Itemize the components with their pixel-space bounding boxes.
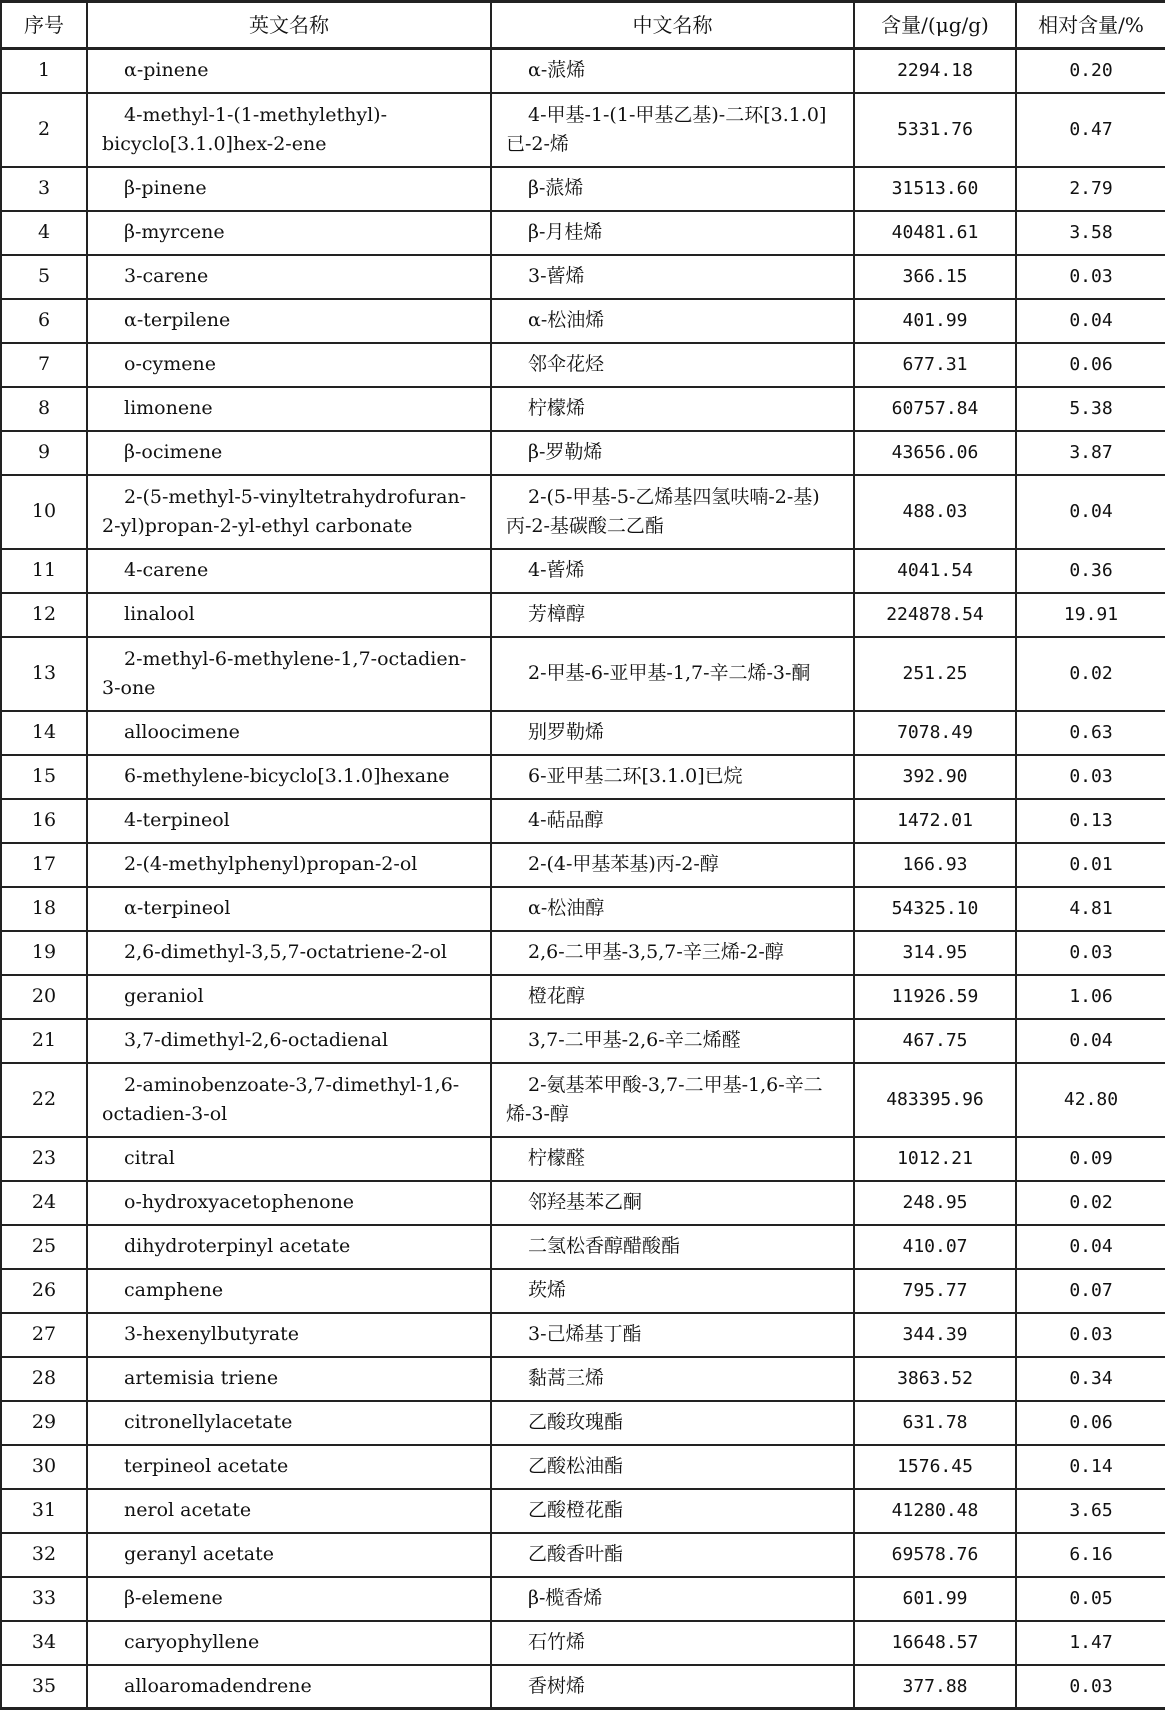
row-index: 20 — [1, 975, 87, 1019]
row-relative-content: 0.13 — [1016, 799, 1165, 843]
table-row — [1, 1621, 1165, 1665]
row-content: 31513.60 — [854, 167, 1016, 211]
table-row — [1, 1533, 1165, 1577]
row-english-name: 3-hexenylbutyrate — [87, 1313, 491, 1357]
row-index: 9 — [1, 431, 87, 475]
row-relative-content: 0.63 — [1016, 711, 1165, 755]
row-content: 601.99 — [854, 1577, 1016, 1621]
row-relative-content: 0.07 — [1016, 1269, 1165, 1313]
table-row — [1, 549, 1165, 593]
row-content: 314.95 — [854, 931, 1016, 975]
row-relative-content: 0.47 — [1016, 93, 1165, 167]
header-content: 含量/(μg/g) — [854, 2, 1016, 49]
row-relative-content: 0.03 — [1016, 1313, 1165, 1357]
row-english-name: 3,7-dimethyl-2,6-octadienal — [87, 1019, 491, 1063]
row-english-name: linalool — [87, 593, 491, 637]
table-row — [1, 843, 1165, 887]
row-english-name: alloocimene — [87, 711, 491, 755]
row-index: 31 — [1, 1489, 87, 1533]
row-index: 22 — [1, 1063, 87, 1137]
row-english-name: 6-methylene-bicyclo[3.1.0]hexane — [87, 755, 491, 799]
row-relative-content: 0.03 — [1016, 255, 1165, 299]
row-english-name: α-terpineol — [87, 887, 491, 931]
row-english-name: o-hydroxyacetophenone — [87, 1181, 491, 1225]
row-relative-content: 5.38 — [1016, 387, 1165, 431]
row-chinese-name: α-松油烯 — [491, 299, 854, 343]
row-content: 43656.06 — [854, 431, 1016, 475]
row-chinese-name: 橙花醇 — [491, 975, 854, 1019]
row-index: 32 — [1, 1533, 87, 1577]
table-row — [1, 1445, 1165, 1489]
row-chinese-name: 芳樟醇 — [491, 593, 854, 637]
header-english-name: 英文名称 — [87, 2, 491, 49]
row-chinese-name: 3-蒈烯 — [491, 255, 854, 299]
row-english-name: α-pinene — [87, 49, 491, 93]
row-relative-content: 0.04 — [1016, 299, 1165, 343]
row-relative-content: 0.05 — [1016, 1577, 1165, 1621]
row-chinese-name: β-榄香烯 — [491, 1577, 854, 1621]
row-index: 13 — [1, 637, 87, 711]
row-content: 54325.10 — [854, 887, 1016, 931]
row-content: 344.39 — [854, 1313, 1016, 1357]
row-relative-content: 3.87 — [1016, 431, 1165, 475]
table-row — [1, 93, 1165, 167]
row-index: 4 — [1, 211, 87, 255]
row-english-name: 3-carene — [87, 255, 491, 299]
row-relative-content: 19.91 — [1016, 593, 1165, 637]
table-row — [1, 1269, 1165, 1313]
row-chinese-name: 石竹烯 — [491, 1621, 854, 1665]
row-content: 69578.76 — [854, 1533, 1016, 1577]
table-row — [1, 167, 1165, 211]
table-row — [1, 387, 1165, 431]
row-chinese-name: 3-己烯基丁酯 — [491, 1313, 854, 1357]
table-row — [1, 255, 1165, 299]
row-english-name: 4-terpineol — [87, 799, 491, 843]
row-relative-content: 0.14 — [1016, 1445, 1165, 1489]
row-content: 16648.57 — [854, 1621, 1016, 1665]
row-relative-content: 0.01 — [1016, 843, 1165, 887]
row-relative-content: 1.06 — [1016, 975, 1165, 1019]
table-row — [1, 1181, 1165, 1225]
row-index: 10 — [1, 475, 87, 549]
row-index: 2 — [1, 93, 87, 167]
row-content: 248.95 — [854, 1181, 1016, 1225]
row-content: 11926.59 — [854, 975, 1016, 1019]
table-row — [1, 593, 1165, 637]
table-row — [1, 431, 1165, 475]
row-english-name: geraniol — [87, 975, 491, 1019]
row-index: 6 — [1, 299, 87, 343]
row-content: 4041.54 — [854, 549, 1016, 593]
row-content: 40481.61 — [854, 211, 1016, 255]
row-english-name: nerol acetate — [87, 1489, 491, 1533]
table-row — [1, 49, 1165, 93]
row-english-name: 4-methyl-1-(1-methylethyl)-bicyclo[3.1.0]hex-2-ene — [87, 93, 491, 167]
row-content: 1576.45 — [854, 1445, 1016, 1489]
row-index: 16 — [1, 799, 87, 843]
row-index: 24 — [1, 1181, 87, 1225]
row-chinese-name: 黏蒿三烯 — [491, 1357, 854, 1401]
row-relative-content: 0.03 — [1016, 931, 1165, 975]
table-row — [1, 799, 1165, 843]
row-english-name: α-terpilene — [87, 299, 491, 343]
row-english-name: β-elemene — [87, 1577, 491, 1621]
row-chinese-name: β-罗勒烯 — [491, 431, 854, 475]
row-chinese-name: 6-亚甲基二环[3.1.0]已烷 — [491, 755, 854, 799]
row-relative-content: 0.09 — [1016, 1137, 1165, 1181]
table-row — [1, 299, 1165, 343]
header-row — [1, 2, 1165, 49]
row-relative-content: 42.80 — [1016, 1063, 1165, 1137]
row-chinese-name: 3,7-二甲基-2,6-辛二烯醛 — [491, 1019, 854, 1063]
row-chinese-name: β-蒎烯 — [491, 167, 854, 211]
table-row — [1, 211, 1165, 255]
row-english-name: terpineol acetate — [87, 1445, 491, 1489]
row-chinese-name: 2,6-二甲基-3,5,7-辛三烯-2-醇 — [491, 931, 854, 975]
row-relative-content: 0.06 — [1016, 343, 1165, 387]
row-index: 19 — [1, 931, 87, 975]
table-row — [1, 1577, 1165, 1621]
row-index: 11 — [1, 549, 87, 593]
row-relative-content: 6.16 — [1016, 1533, 1165, 1577]
table-row — [1, 637, 1165, 711]
row-content: 377.88 — [854, 1665, 1016, 1709]
row-relative-content: 0.04 — [1016, 475, 1165, 549]
header-index: 序号 — [1, 2, 87, 49]
row-relative-content: 0.03 — [1016, 1665, 1165, 1709]
row-chinese-name: 乙酸香叶酯 — [491, 1533, 854, 1577]
row-index: 21 — [1, 1019, 87, 1063]
row-english-name: 2-methyl-6-methylene-1,7-octadien-3-one — [87, 637, 491, 711]
row-relative-content: 0.04 — [1016, 1019, 1165, 1063]
table-row — [1, 1401, 1165, 1445]
row-content: 631.78 — [854, 1401, 1016, 1445]
row-chinese-name: 乙酸松油酯 — [491, 1445, 854, 1489]
row-content: 1472.01 — [854, 799, 1016, 843]
row-content: 7078.49 — [854, 711, 1016, 755]
row-chinese-name: 香树烯 — [491, 1665, 854, 1709]
row-index: 15 — [1, 755, 87, 799]
row-chinese-name: 4-萜品醇 — [491, 799, 854, 843]
row-index: 7 — [1, 343, 87, 387]
row-relative-content: 2.79 — [1016, 167, 1165, 211]
row-index: 34 — [1, 1621, 87, 1665]
row-content: 166.93 — [854, 843, 1016, 887]
table-row — [1, 1063, 1165, 1137]
row-content: 467.75 — [854, 1019, 1016, 1063]
table-body — [1, 49, 1165, 1709]
row-chinese-name: 2-甲基-6-亚甲基-1,7-辛二烯-3-酮 — [491, 637, 854, 711]
row-index: 28 — [1, 1357, 87, 1401]
row-index: 1 — [1, 49, 87, 93]
row-english-name: β-ocimene — [87, 431, 491, 475]
row-content: 1012.21 — [854, 1137, 1016, 1181]
row-english-name: alloaromadendrene — [87, 1665, 491, 1709]
row-relative-content: 3.65 — [1016, 1489, 1165, 1533]
row-english-name: 2,6-dimethyl-3,5,7-octatriene-2-ol — [87, 931, 491, 975]
row-chinese-name: 2-氨基苯甲酸-3,7-二甲基-1,6-辛二烯-3-醇 — [491, 1063, 854, 1137]
row-index: 35 — [1, 1665, 87, 1709]
row-relative-content: 1.47 — [1016, 1621, 1165, 1665]
row-index: 30 — [1, 1445, 87, 1489]
table-row — [1, 1225, 1165, 1269]
row-english-name: β-myrcene — [87, 211, 491, 255]
table-row — [1, 975, 1165, 1019]
row-content: 251.25 — [854, 637, 1016, 711]
row-relative-content: 4.81 — [1016, 887, 1165, 931]
table-row — [1, 1357, 1165, 1401]
row-relative-content: 0.02 — [1016, 1181, 1165, 1225]
row-content: 60757.84 — [854, 387, 1016, 431]
table-row — [1, 1489, 1165, 1533]
row-english-name: o-cymene — [87, 343, 491, 387]
row-content: 795.77 — [854, 1269, 1016, 1313]
table-row — [1, 1019, 1165, 1063]
row-chinese-name: 4-甲基-1-(1-甲基乙基)-二环[3.1.0]已-2-烯 — [491, 93, 854, 167]
row-index: 3 — [1, 167, 87, 211]
row-chinese-name: 2-(5-甲基-5-乙烯基四氢呋喃-2-基)丙-2-基碳酸二乙酯 — [491, 475, 854, 549]
row-index: 12 — [1, 593, 87, 637]
table-row — [1, 711, 1165, 755]
table-header — [1, 2, 1165, 49]
row-english-name: dihydroterpinyl acetate — [87, 1225, 491, 1269]
row-english-name: citral — [87, 1137, 491, 1181]
row-english-name: geranyl acetate — [87, 1533, 491, 1577]
row-chinese-name: 莰烯 — [491, 1269, 854, 1313]
row-content: 2294.18 — [854, 49, 1016, 93]
row-english-name: caryophyllene — [87, 1621, 491, 1665]
row-chinese-name: 二氢松香醇醋酸酯 — [491, 1225, 854, 1269]
row-chinese-name: 柠檬烯 — [491, 387, 854, 431]
row-content: 410.07 — [854, 1225, 1016, 1269]
row-index: 18 — [1, 887, 87, 931]
row-relative-content: 0.36 — [1016, 549, 1165, 593]
row-relative-content: 0.34 — [1016, 1357, 1165, 1401]
table-row — [1, 343, 1165, 387]
row-content: 483395.96 — [854, 1063, 1016, 1137]
row-english-name: 2-(5-methyl-5-vinyltetrahydrofuran-2-yl)propan-2-yl-ethyl carbonate — [87, 475, 491, 549]
row-english-name: β-pinene — [87, 167, 491, 211]
row-chinese-name: α-松油醇 — [491, 887, 854, 931]
row-content: 366.15 — [854, 255, 1016, 299]
row-index: 8 — [1, 387, 87, 431]
row-content: 401.99 — [854, 299, 1016, 343]
row-index: 25 — [1, 1225, 87, 1269]
row-chinese-name: 乙酸橙花酯 — [491, 1489, 854, 1533]
row-english-name: limonene — [87, 387, 491, 431]
row-content: 677.31 — [854, 343, 1016, 387]
row-chinese-name: 别罗勒烯 — [491, 711, 854, 755]
row-index: 17 — [1, 843, 87, 887]
row-chinese-name: β-月桂烯 — [491, 211, 854, 255]
row-index: 5 — [1, 255, 87, 299]
row-english-name: 4-carene — [87, 549, 491, 593]
row-chinese-name: 邻羟基苯乙酮 — [491, 1181, 854, 1225]
table-row — [1, 755, 1165, 799]
row-english-name: 2-(4-methylphenyl)propan-2-ol — [87, 843, 491, 887]
row-index: 27 — [1, 1313, 87, 1357]
row-content: 3863.52 — [854, 1357, 1016, 1401]
row-relative-content: 0.03 — [1016, 755, 1165, 799]
row-relative-content: 0.20 — [1016, 49, 1165, 93]
row-chinese-name: 柠檬醛 — [491, 1137, 854, 1181]
table-row — [1, 475, 1165, 549]
table-row — [1, 887, 1165, 931]
header-relative-content: 相对含量/% — [1016, 2, 1165, 49]
table-row — [1, 1313, 1165, 1357]
table-row — [1, 931, 1165, 975]
row-index: 23 — [1, 1137, 87, 1181]
row-relative-content: 0.04 — [1016, 1225, 1165, 1269]
row-index: 29 — [1, 1401, 87, 1445]
row-content: 224878.54 — [854, 593, 1016, 637]
row-english-name: 2-aminobenzoate-3,7-dimethyl-1,6-octadien-3-ol — [87, 1063, 491, 1137]
row-relative-content: 0.02 — [1016, 637, 1165, 711]
header-chinese-name: 中文名称 — [491, 2, 854, 49]
row-content: 41280.48 — [854, 1489, 1016, 1533]
row-english-name: camphene — [87, 1269, 491, 1313]
row-content: 392.90 — [854, 755, 1016, 799]
row-relative-content: 3.58 — [1016, 211, 1165, 255]
row-chinese-name: 乙酸玫瑰酯 — [491, 1401, 854, 1445]
row-english-name: citronellylacetate — [87, 1401, 491, 1445]
row-chinese-name: α-蒎烯 — [491, 49, 854, 93]
row-index: 33 — [1, 1577, 87, 1621]
row-chinese-name: 邻伞花烃 — [491, 343, 854, 387]
row-content: 5331.76 — [854, 93, 1016, 167]
row-english-name: artemisia triene — [87, 1357, 491, 1401]
row-index: 14 — [1, 711, 87, 755]
table-row — [1, 1665, 1165, 1709]
row-relative-content: 0.06 — [1016, 1401, 1165, 1445]
row-index: 26 — [1, 1269, 87, 1313]
row-chinese-name: 4-蒈烯 — [491, 549, 854, 593]
row-content: 488.03 — [854, 475, 1016, 549]
table-row — [1, 1137, 1165, 1181]
row-chinese-name: 2-(4-甲基苯基)丙-2-醇 — [491, 843, 854, 887]
